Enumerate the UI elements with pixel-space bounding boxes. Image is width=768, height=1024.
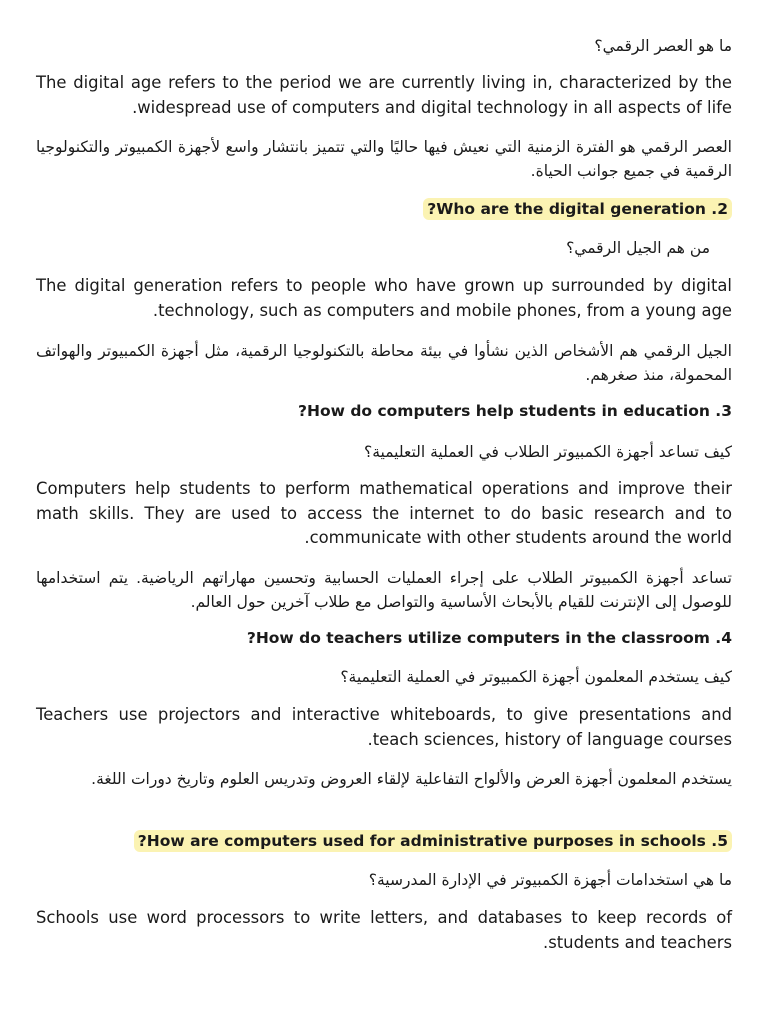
q1-question-ar: ما هو العصر الرقمي؟ <box>594 37 732 55</box>
q3-question-ar: كيف تساعد أجهزة الكمبيوتر الطلاب في العملية التعليمية؟ <box>364 443 732 461</box>
q4-answer-en: Teachers use projectors and interactive whiteboards, to give presentations and teach sciences, history of language courses. <box>36 705 732 749</box>
q2-answer-en: The digital generation refers to people who have grown up surrounded by digital technology, such as computers and mobile phones, from a young age. <box>36 276 732 320</box>
q1-answer-en: The digital age refers to the period we are currently living in, characterized by the widespread use of computers and digital technology in all aspects of life. <box>36 73 732 117</box>
q2-question-en <box>36 197 732 221</box>
q5-answer-en: Schools use word processors to write letters, and databases to keep records of students and teachers. <box>36 908 732 952</box>
q2-question-ar: من هم الجيل الرقمي؟ <box>566 239 710 257</box>
q4-question-ar: كيف يستخدم المعلمون أجهزة الكمبيوتر في العملية التعليمية؟ <box>340 668 732 686</box>
q2-highlight: 2. Who are the digital generation? <box>423 198 732 220</box>
q1-answer-ar: العصر الرقمي هو الفترة الزمنية التي نعيش فيها حاليًا والتي تتميز بانتشار واسع لأجهزة الكمبيوتر والتكنولوجيا الرقمية في جميع جوانب الحياة. <box>36 138 732 180</box>
q5-question-en <box>36 829 732 853</box>
q4-question-en: 4. How do teachers utilize computers in the classroom? <box>246 629 732 647</box>
q3-question-en: 3. How do computers help students in education? <box>297 402 732 420</box>
q5-question-ar: ما هي استخدامات أجهزة الكمبيوتر في الإدارة المدرسية؟ <box>368 871 732 889</box>
q3-answer-en: Computers help students to perform mathematical operations and improve their math skills. They are used to access the internet to do basic research and to communicate with other students around the world. <box>36 479 732 547</box>
q3-answer-ar: تساعد أجهزة الكمبيوتر الطلاب على إجراء العمليات الحسابية وتحسين مهاراتهم الرياضية. يتم استخدامها للوصول إلى الإنترنت للقيام بالأبحاث الأساسية والتواصل مع طلاب آخرين حول العالم. <box>36 569 732 611</box>
q2-answer-ar: الجيل الرقمي هم الأشخاص الذين نشأوا في بيئة محاطة بالتكنولوجيا الرقمية، مثل أجهزة الكمبيوتر والهواتف المحمولة، منذ صغرهم. <box>36 342 732 384</box>
q4-answer-ar: يستخدم المعلمون أجهزة العرض والألواح التفاعلية لإلقاء العروض وتدريس العلوم وتاريخ دورات اللغة. <box>91 770 732 788</box>
q5-highlight: 5. How are computers used for administrative purposes in schools? <box>134 830 732 852</box>
